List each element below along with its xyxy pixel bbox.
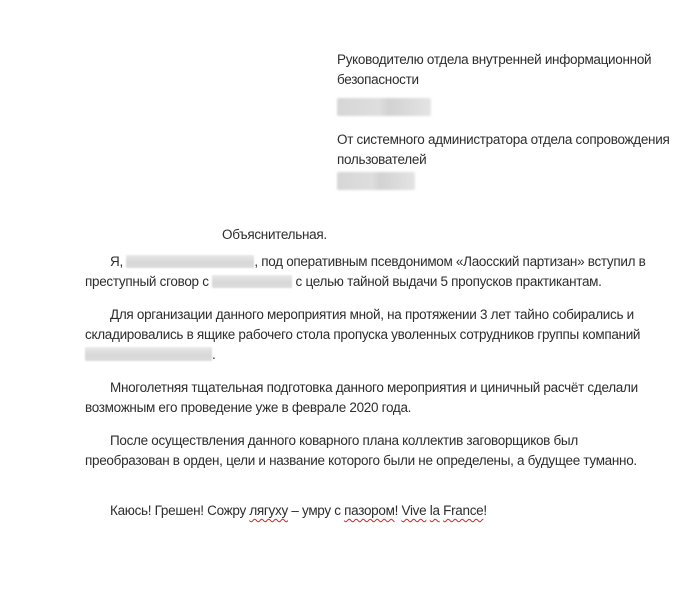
document-title: Объяснительная. [222,227,327,242]
text-run: , под оперативным псевдонимом «Лаосский партизан» вступил в преступный сговор с [85,254,646,289]
text-run: Я, [110,254,127,269]
misspelled-word: пазором [344,503,395,518]
redacted-text [126,255,254,268]
closing-line [85,501,663,521]
text-run: ! [394,503,402,518]
text-run: ! [483,503,487,518]
redacted-text [85,347,212,361]
text-run: – умру с [287,503,345,518]
recipient-name-redaction [337,98,431,116]
text-run: Для организации данного мероприятия мной, на протяжении 3 лет тайно собирались и складировались в ящике рабочего стола пропуска уволенных сотрудников группы компаний [85,307,641,342]
sender-address: От системного администратора отдела сопровождения пользователей [337,132,670,167]
paragraph-order [85,431,663,471]
misspelled-word: France [443,503,484,518]
misspelled-word: Vive [401,503,427,518]
text-run: с целью тайной выдачи 5 пропусков практикантам. [292,274,602,289]
text-run: Многолетняя тщательная подготовка данного мероприятия и циничный расчёт сделали возможным его проведение уже в феврале 2020 года. [85,380,638,415]
paragraph-preparation [85,305,663,365]
misspelled-word: лягуху [249,503,288,518]
text-run: После осуществления данного коварного плана коллектив заговорщиков был преобразован в орден, цели и название которого были не определены, а будущее туманно. [85,433,637,468]
paragraph-timing [85,378,663,418]
recipient-address: Руководителю отдела внутренней информационной безопасности [337,52,652,87]
text-run: . [212,347,216,362]
document-body [85,225,663,521]
redacted-text [212,275,292,288]
sender-name-redaction [337,172,415,190]
paragraph-confession [85,252,663,292]
document-header [337,50,672,190]
misspelled-word: la [429,503,440,518]
text-run: Каюсь! Грешен! Сожру [110,503,250,518]
